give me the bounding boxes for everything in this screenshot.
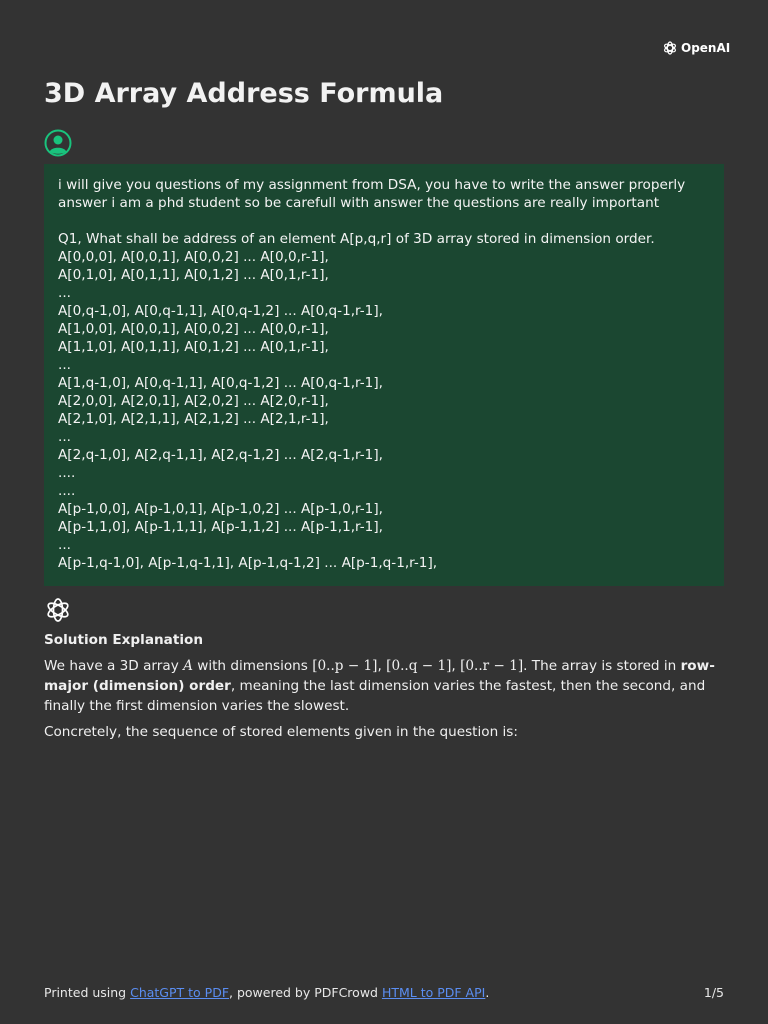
footer-credit: Printed using ChatGPT to PDF, powered by PDFCrowd HTML to PDF API. <box>44 985 490 1000</box>
message-line: ... <box>58 429 71 445</box>
message-line: A[p-1,0,0], A[p-1,0,1], A[p-1,0,2] ... A[p-1,0,r-1], <box>58 501 383 517</box>
math-variable: A <box>183 658 193 674</box>
math-dimension-q: [0..q − 1] <box>386 658 452 674</box>
message-line: A[2,q-1,0], A[2,q-1,1], A[2,q-1,2] ... A[2,q-1,r-1], <box>58 447 383 463</box>
message-line: A[1,0,0], A[0,0,1], A[0,0,2] ... A[0,0,r-1], <box>58 321 329 337</box>
html-to-pdf-api-link[interactable]: HTML to PDF API <box>381 985 486 1000</box>
message-line: A[0,0,0], A[0,0,1], A[0,0,2] ... A[0,0,r-1], <box>58 249 329 265</box>
user-message-intro: i will give you questions of my assignment from DSA, you have to write the answer properly answer i am a phd student so be carefull with answer the questions are really important <box>58 177 686 211</box>
answer-heading: Solution Explanation <box>44 632 204 648</box>
message-line: A[0,q-1,0], A[0,q-1,1], A[0,q-1,2] ... A[0,q-1,r-1], <box>58 303 383 319</box>
message-line: A[1,q-1,0], A[0,q-1,1], A[0,q-1,2] ... A[0,q-1,r-1], <box>58 375 383 391</box>
message-line: Q1, What shall be address of an element A[p,q,r] of 3D array stored in dimension order. <box>58 231 655 247</box>
assistant-avatar-icon <box>44 596 72 624</box>
answer-text: We have a 3D array <box>44 658 184 674</box>
message-line: A[1,1,0], A[0,1,1], A[0,1,2] ... A[0,1,r-1], <box>58 339 329 355</box>
answer-bold-text: row-major (dimension) order <box>44 658 715 694</box>
message-line: .... <box>58 483 76 499</box>
answer-text: with dimensions <box>192 658 313 674</box>
user-message <box>44 164 724 586</box>
message-line: .... <box>58 465 76 481</box>
answer-text: , meaning the last dimension varies the fastest, then the second, and finally the first dimension varies the slowest. <box>44 678 706 714</box>
message-line: A[2,1,0], A[2,1,1], A[2,1,2] ... A[2,1,r-1], <box>58 411 329 427</box>
user-avatar-icon <box>44 129 72 157</box>
openai-icon <box>662 40 678 56</box>
answer-paragraph-2: Concretely, the sequence of stored elements given in the question is: <box>44 724 518 740</box>
message-line: A[p-1,q-1,0], A[p-1,q-1,1], A[p-1,q-1,2] ... A[p-1,q-1,r-1], <box>58 555 438 571</box>
message-line: ... <box>58 357 71 373</box>
message-line: A[0,1,0], A[0,1,1], A[0,1,2] ... A[0,1,r-1], <box>58 267 329 283</box>
assistant-answer <box>44 630 724 748</box>
answer-paragraph: We have a 3D array A with dimensions [0..p − 1], [0..q − 1], [0..r − 1]. The array is stored in row-major (dimension) order, meaning the last dimension varies the fastest, then the second, and finally the first dimension varies the slowest. <box>44 658 715 714</box>
chatgpt-to-pdf-link[interactable]: ChatGPT to PDF <box>130 985 230 1000</box>
brand-logo <box>662 40 730 56</box>
math-dimension-r: [0..r − 1] <box>460 658 524 674</box>
user-message-lines <box>58 230 710 572</box>
brand-name: OpenAI <box>681 41 731 55</box>
page-title: 3D Array Address Formula <box>44 78 444 109</box>
message-line: ... <box>58 537 71 553</box>
math-dimension-p: [0..p − 1] <box>312 658 378 674</box>
message-line: ... <box>58 285 71 301</box>
answer-text: . The array is stored in <box>523 658 681 674</box>
message-line: A[p-1,1,0], A[p-1,1,1], A[p-1,1,2] ... A[p-1,1,r-1], <box>58 519 383 535</box>
page-footer <box>44 985 724 1000</box>
page-number: 1/5 <box>703 985 724 1000</box>
message-line: A[2,0,0], A[2,0,1], A[2,0,2] ... A[2,0,r-1], <box>58 393 329 409</box>
